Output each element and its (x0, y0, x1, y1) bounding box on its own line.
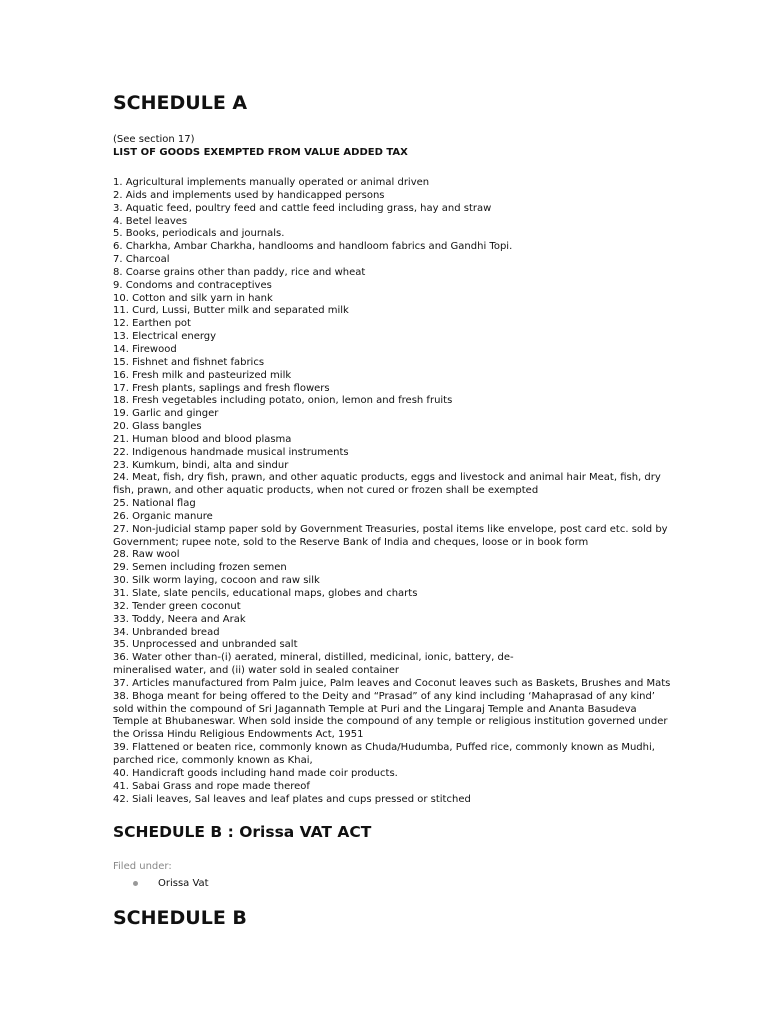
exempted-goods-item: 6. Charkha, Ambar Charkha, handlooms and handloom fabrics and Gandhi Topi. (113, 241, 513, 253)
exempted-goods-item: 29. Semen including frozen semen (113, 562, 287, 574)
exempted-goods-item: 2. Aids and implements used by handicapped persons (113, 189, 385, 201)
exempted-goods-item: 35. Unprocessed and unbranded salt (113, 639, 298, 651)
exempted-goods-item: 13. Electrical energy (113, 331, 217, 343)
exempted-goods-item: 18. Fresh vegetables including potato, onion, lemon and fresh fruits (113, 395, 453, 407)
exempted-goods-item: 1. Agricultural implements manually operated or animal driven (113, 177, 430, 188)
exempted-goods-item: 15. Fishnet and fishnet fabrics (113, 356, 265, 368)
exempted-goods-item: 25. National flag (113, 498, 196, 510)
schedule-a-heading: SCHEDULE A (113, 92, 248, 114)
see-section-note: (See section 17) (113, 134, 195, 145)
exempted-goods-item: 39. Flattened or beaten rice, commonly known as Chuda/Hudumba, Puffed rice, commonly known as Mudhi, parched rice, commonly known as Khai, (113, 742, 655, 766)
exempted-goods-item: 30. Silk worm laying, cocoon and raw silk (113, 575, 320, 587)
exempted-goods-item: 28. Raw wool (113, 549, 180, 561)
exempted-goods-list (113, 177, 673, 806)
exempted-goods-item: 10. Cotton and silk yarn in hank (113, 292, 273, 304)
exempted-goods-item: 19. Garlic and ginger (113, 408, 219, 420)
bullet-icon (133, 881, 138, 886)
exempted-goods-item: 11. Curd, Lussi, Butter milk and separated milk (113, 305, 349, 317)
schedule-b-heading: SCHEDULE B (113, 907, 247, 929)
exempted-goods-item: 23. Kumkum, bindi, alta and sindur (113, 459, 289, 471)
orissa-vat-tag-link[interactable]: Orissa Vat (158, 878, 209, 889)
schedule-b-post-title[interactable]: SCHEDULE B : Orissa VAT ACT (113, 823, 372, 841)
exempted-goods-item: 38. Bhoga meant for being offered to the Deity and “Prasad” of any kind including ‘Mahaprasad of any kind’ sold within the compound of Sri Jagannath Temple at Puri and the Lingaraj Temple and Ananta Basudeva Temple at Bhubaneswar. When sold inside the compound of any temple or religious institution governed under the Orissa Hindu Religious Endowments Act, 1951 (113, 690, 668, 741)
exempted-goods-item: 40. Handicraft goods including hand made coir products. (113, 767, 398, 779)
exempted-goods-item: 27. Non-judicial stamp paper sold by Government Treasuries, postal items like envelope, post card etc. sold by Government; rupee note, sold to the Reserve Bank of India and cheques, loose or in book form (113, 523, 668, 548)
filed-under-label: Filed under: (113, 861, 172, 872)
exempted-goods-item: 41. Sabai Grass and rope made thereof (113, 780, 310, 792)
exempted-goods-item: 3. Aquatic feed, poultry feed and cattle feed including grass, hay and straw (113, 202, 492, 214)
exempted-goods-item: 26. Organic manure (113, 510, 213, 522)
exempted-goods-item: 37. Articles manufactured from Palm juice, Palm leaves and Coconut leaves such as Baskets, Brushes and Mats (113, 677, 671, 689)
exempted-goods-list-title: LIST OF GOODS EXEMPTED FROM VALUE ADDED TAX (113, 147, 408, 158)
exempted-goods-item: 4. Betel leaves (113, 215, 188, 227)
exempted-goods-item: 32. Tender green coconut (113, 600, 241, 612)
exempted-goods-item: 8. Coarse grains other than paddy, rice and wheat (113, 266, 366, 278)
exempted-goods-item: 24. Meat, fish, dry fish, prawn, and other aquatic products, eggs and livestock and animal hair Meat, fish, dry fish, prawn, and other aquatic products, when not cured or frozen shall be exempted (113, 472, 661, 497)
exempted-goods-item: 36. Water other than-(i) aerated, mineral, distilled, medicinal, ionic, battery, de- mineralised water, and (ii) water sold in sealed container (113, 652, 514, 677)
exempted-goods-item: 17. Fresh plants, saplings and fresh flowers (113, 382, 330, 394)
filed-under-tag-item (113, 877, 209, 890)
exempted-goods-item: 34. Unbranded bread (113, 626, 220, 638)
exempted-goods-item: 9. Condoms and contraceptives (113, 279, 272, 291)
exempted-goods-item: 5. Books, periodicals and journals. (113, 228, 285, 240)
exempted-goods-item: 33. Toddy, Neera and Arak (113, 613, 246, 625)
exempted-goods-item: 20. Glass bangles (113, 421, 202, 433)
exempted-goods-item: 31. Slate, slate pencils, educational maps, globes and charts (113, 588, 418, 599)
filed-under-tags (113, 877, 209, 890)
exempted-goods-item: 22. Indigenous handmade musical instruments (113, 446, 349, 458)
exempted-goods-item: 21. Human blood and blood plasma (113, 433, 292, 445)
exempted-goods-item: 42. Siali leaves, Sal leaves and leaf plates and cups pressed or stitched (113, 793, 471, 805)
exempted-goods-item: 14. Firewood (113, 343, 177, 355)
exempted-goods-item: 16. Fresh milk and pasteurized milk (113, 369, 292, 381)
exempted-goods-item: 12. Earthen pot (113, 318, 191, 330)
exempted-goods-item: 7. Charcoal (113, 254, 170, 266)
